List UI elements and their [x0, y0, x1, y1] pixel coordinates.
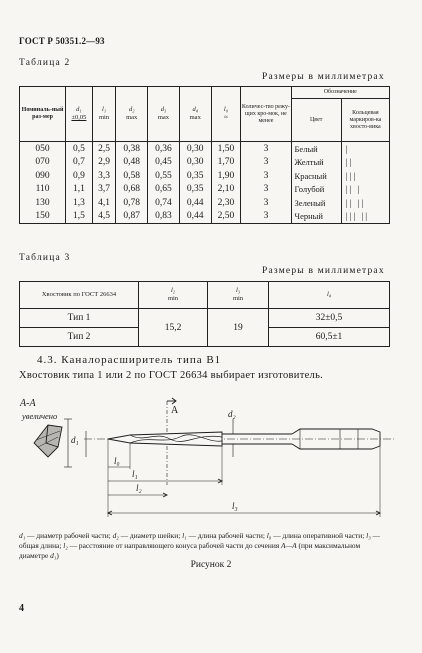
section-view [34, 419, 72, 467]
table3-units: Размеры в миллиметрах [262, 266, 385, 276]
cell-l1: 3,3 [92, 169, 116, 183]
cell-ring: || || [341, 196, 389, 210]
col-d2: d₂ max [116, 87, 148, 142]
col-d1: d₁ ±0,05 [66, 87, 93, 142]
cell-d2: 0,48 [116, 156, 148, 170]
cell-size: 090 [20, 169, 66, 183]
cell-d2: 0,38 [116, 142, 148, 156]
col-flutes: Количес-тво режу-щих кро-мок, не менее [241, 87, 291, 142]
col-d3: d₃ max [148, 87, 180, 142]
cell-ring: || | [341, 183, 389, 197]
cell-d4: 0,44 [179, 210, 211, 224]
cell-d2: 0,68 [116, 183, 148, 197]
cell-l0: 2,30 [211, 196, 241, 210]
cell-d3: 0,74 [148, 196, 180, 210]
dim-l1: l₁ [132, 469, 138, 479]
cell-size: 110 [20, 183, 66, 197]
col-l3: l₃ min [208, 282, 269, 309]
cell-d4: 0,30 [179, 156, 211, 170]
cell-ring: ||| [341, 169, 389, 183]
cell-d1: 1,1 [66, 183, 93, 197]
table2-label: Таблица 2 [19, 58, 71, 68]
cell-color: Белый [291, 142, 341, 156]
table-row [20, 210, 390, 224]
col-l1: l₁ min [92, 87, 116, 142]
cell-color: Голубой [291, 183, 341, 197]
cell-color: Красный [291, 169, 341, 183]
table-row [20, 196, 390, 210]
cell-d3: 0,45 [148, 156, 180, 170]
cell-d2: 0,58 [116, 169, 148, 183]
col-designation: Обозначение [291, 87, 389, 99]
cell-d3: 0,36 [148, 142, 180, 156]
table-3 [19, 281, 390, 347]
cell-d2: 0,78 [116, 196, 148, 210]
figure-caption: Рисунок 2 [190, 560, 232, 570]
dim-l2: l₂ [136, 483, 142, 493]
cell-flutes: 3 [241, 142, 291, 156]
section-note: увеличено [22, 411, 58, 421]
col-ring: Кольцевая маркиров-ка хвосто-вика [341, 99, 389, 142]
table3-label: Таблица 3 [19, 253, 71, 263]
col-l4: l₄ [269, 282, 390, 309]
cell-size: 070 [20, 156, 66, 170]
cell-d4: 0,35 [179, 169, 211, 183]
dim-d2: d₂ [228, 409, 236, 419]
cell-color: Желтый [291, 156, 341, 170]
cell-l4: 60,5±1 [269, 328, 390, 347]
cell-l0: 1,50 [211, 142, 241, 156]
cell-d1: 0,9 [66, 169, 93, 183]
cell-l1: 2,5 [92, 142, 116, 156]
cell-d1: 1,5 [66, 210, 93, 224]
cell-d1: 1,3 [66, 196, 93, 210]
figure-legend: d₁ — диаметр рабочей части; d₂ — диаметр шейки; l₁ — длина рабочей части; l₀ — длина оперативной части; l₃ — общая длина; l₂ — расстояние от направляющего конуса рабочей части до сечения А—А (при максимальном диаметре d₁) [19, 531, 381, 560]
cell-d4: 0,30 [179, 142, 211, 156]
table-row [20, 142, 390, 156]
cell-l1: 2,9 [92, 156, 116, 170]
table-row [20, 156, 390, 170]
col-color: Цвет [291, 99, 341, 142]
paragraph: Хвостовик типа 1 или 2 по ГОСТ 26634 выбирает изготовитель. [19, 370, 324, 381]
cut-label: A [171, 405, 179, 416]
cell-l0: 1,70 [211, 156, 241, 170]
cell-ring: || [341, 156, 389, 170]
cell-l1: 4,5 [92, 210, 116, 224]
cell-flutes: 3 [241, 183, 291, 197]
table-row [20, 169, 390, 183]
cell-d4: 0,44 [179, 196, 211, 210]
cell-l4: 32±0,5 [269, 309, 390, 328]
section-title: 4.3. Каналорасширитель типа В1 [37, 354, 222, 366]
cell-d2: 0,87 [116, 210, 148, 224]
col-d4: d₄ max [179, 87, 211, 142]
dim-l0: l₀ [114, 456, 120, 466]
col-shank: Хвостовик по ГОСТ 26634 [20, 282, 139, 309]
cell-l1: 3,7 [92, 183, 116, 197]
cell-flutes: 3 [241, 196, 291, 210]
dim-l3: l₃ [232, 501, 238, 511]
cell-flutes: 3 [241, 169, 291, 183]
cell-d4: 0,35 [179, 183, 211, 197]
cell-size: 050 [20, 142, 66, 156]
tool-drawing [0, 385, 422, 525]
section-label: A-A [20, 398, 36, 409]
cell-l1: 4,1 [92, 196, 116, 210]
table-row [20, 309, 390, 328]
cell-d3: 0,65 [148, 183, 180, 197]
cell-shank: Тип 1 [20, 309, 139, 328]
cell-flutes: 3 [241, 156, 291, 170]
cell-flutes: 3 [241, 210, 291, 224]
cell-color: Черный [291, 210, 341, 224]
document-header: ГОСТ Р 50351.2—93 [19, 36, 105, 46]
table2-units: Размеры в миллиметрах [262, 72, 385, 82]
col-l0: l₀ ≈ [211, 87, 241, 142]
cell-ring: | [341, 142, 389, 156]
cell-ring: ||| || [341, 210, 389, 224]
cell-d1: 0,7 [66, 156, 93, 170]
cell-color: Зеленый [291, 196, 341, 210]
table-row [20, 183, 390, 197]
cell-l0: 1,90 [211, 169, 241, 183]
cell-shank: Тип 2 [20, 328, 139, 347]
cell-size: 150 [20, 210, 66, 224]
cell-size: 130 [20, 196, 66, 210]
table-2 [19, 86, 390, 224]
cell-l0: 2,50 [211, 210, 241, 224]
cell-d3: 0,83 [148, 210, 180, 224]
cell-d1: 0,5 [66, 142, 93, 156]
cell-l2: 15,2 [139, 309, 208, 347]
cell-d3: 0,55 [148, 169, 180, 183]
col-l2: l₂ min [139, 282, 208, 309]
cell-l3: 19 [208, 309, 269, 347]
page-number: 4 [19, 603, 24, 614]
col-nominal: Номиналь-ный раз-мер [20, 87, 66, 142]
cell-l0: 2,10 [211, 183, 241, 197]
dim-d1: d₁ [71, 435, 79, 445]
